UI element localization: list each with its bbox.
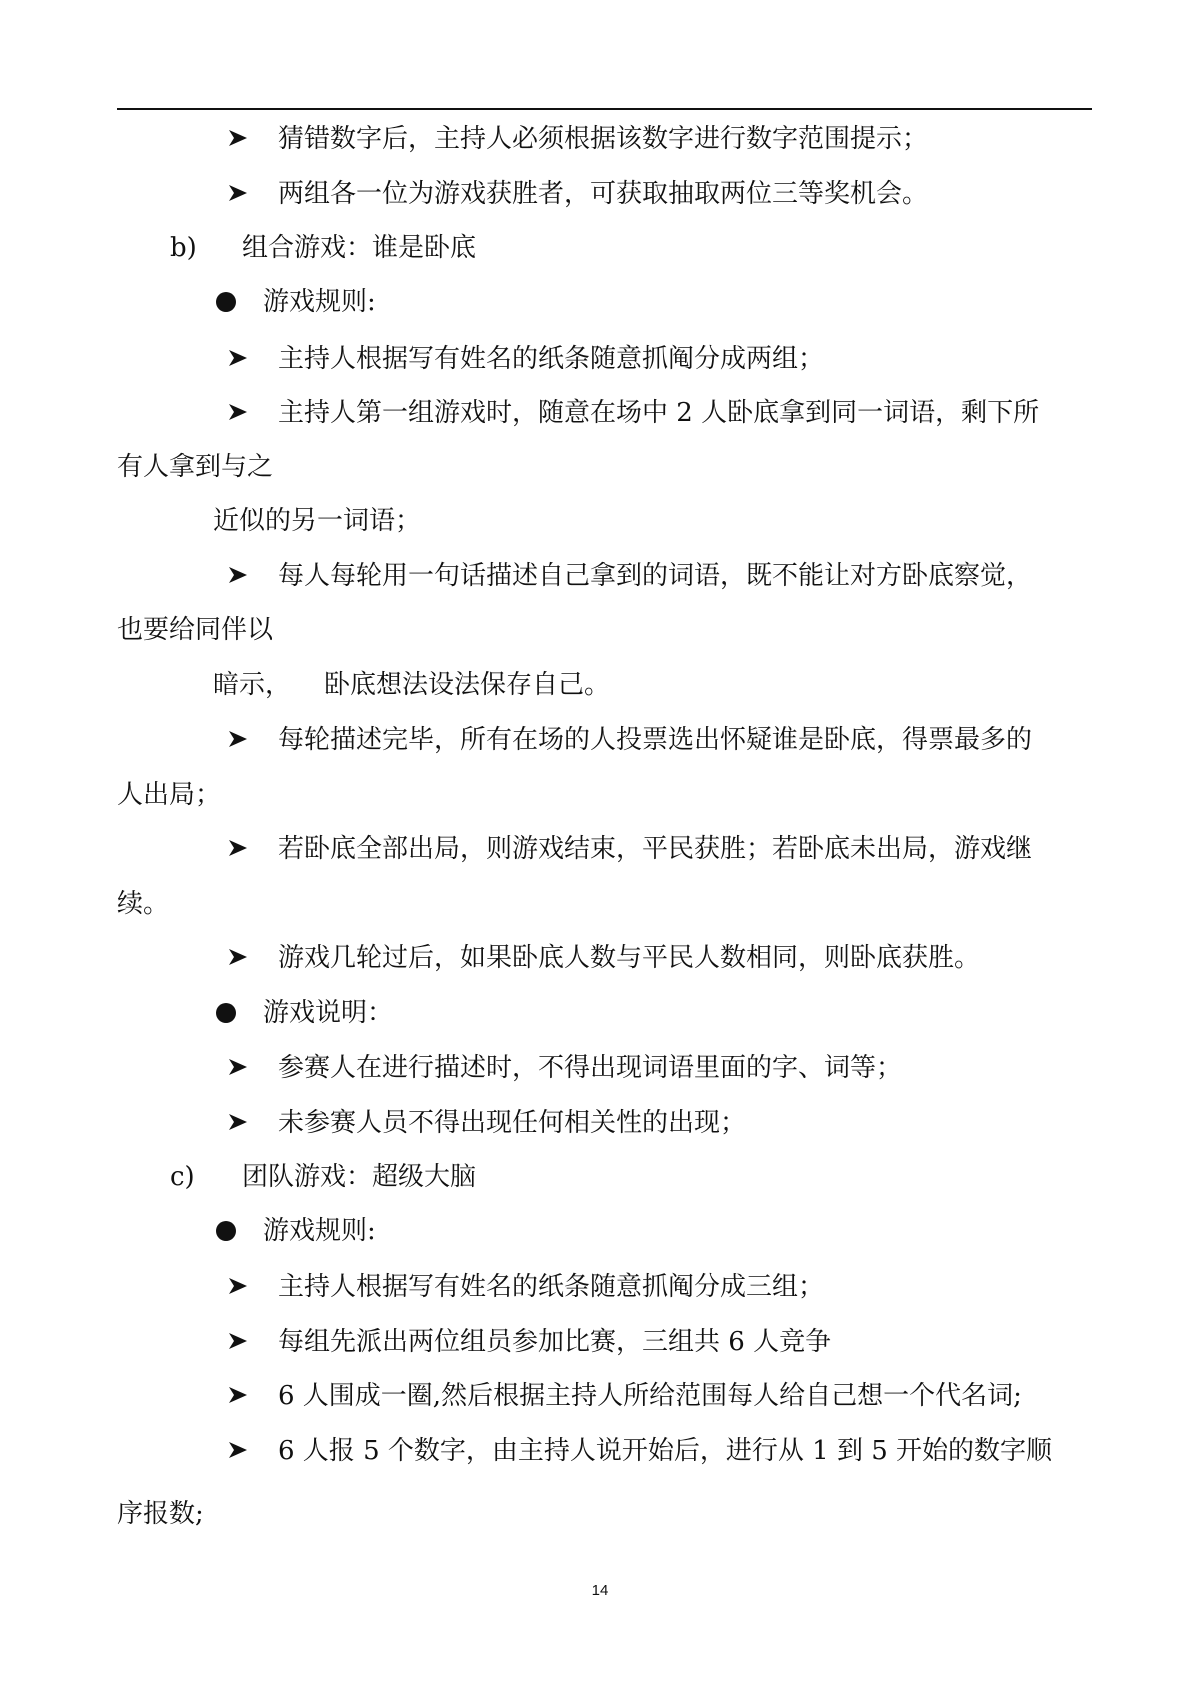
section-marker: b) xyxy=(170,233,197,263)
section-title: 组合游戏：谁是卧底 xyxy=(242,233,477,263)
paragraph-line: 游戏几轮过后，如果卧底人数与平民人数相同，则卧底获胜。 xyxy=(278,943,981,973)
paragraph-line: 每人每轮用一句话描述自己拿到的词语，既不能让对方卧底察觉， xyxy=(278,561,1033,591)
header-rule xyxy=(117,108,1092,110)
paragraph-line: 猜错数字后，主持人必须根据该数字进行数字范围提示； xyxy=(278,124,929,154)
paragraph-line: 未参赛人员不得出现任何相关性的出现； xyxy=(278,1108,747,1138)
arrow-bullet-icon xyxy=(227,127,255,157)
section-marker: c) xyxy=(170,1162,195,1192)
arrow-bullet-icon xyxy=(227,1056,255,1086)
arrow-bullet-icon xyxy=(227,1439,255,1469)
paragraph-line: 序报数; xyxy=(117,1499,204,1529)
arrow-bullet-icon xyxy=(227,564,255,594)
section-title: 团队游戏：超级大脑 xyxy=(242,1162,477,1192)
page-number: 14 xyxy=(591,1582,609,1599)
bullet-dot-icon xyxy=(216,292,236,312)
subheading: 游戏规则: xyxy=(263,1216,376,1246)
paragraph-line: 暗示， 卧底想法设法保存自己。 xyxy=(213,670,611,700)
arrow-bullet-icon xyxy=(227,347,255,377)
arrow-bullet-icon xyxy=(227,401,255,431)
paragraph-line: 也要给同伴以 xyxy=(117,615,274,645)
bullet-dot-icon xyxy=(216,1221,236,1241)
arrow-bullet-icon xyxy=(227,837,255,867)
paragraph-line: 续。 xyxy=(117,889,170,919)
paragraph-line: 有人拿到与之 xyxy=(117,452,274,482)
arrow-bullet-icon xyxy=(227,1384,255,1414)
arrow-bullet-icon xyxy=(227,182,255,212)
paragraph-line: 每轮描述完毕，所有在场的人投票选出怀疑谁是卧底，得票最多的 xyxy=(278,725,1033,755)
subheading: 游戏规则: xyxy=(263,287,376,317)
paragraph-line: 若卧底全部出局，则游戏结束，平民获胜；若卧底未出局，游戏继 xyxy=(278,834,1033,864)
bullet-dot-icon xyxy=(216,1003,236,1023)
paragraph-line: 人出局； xyxy=(117,780,222,810)
paragraph-line: 参赛人在进行描述时，不得出现词语里面的字、词等； xyxy=(278,1053,903,1083)
paragraph-line: 两组各一位为游戏获胜者，可获取抽取两位三等奖机会。 xyxy=(278,179,929,209)
paragraph-line: 6 人报 5 个数字，由主持人说开始后，进行从 1 到 5 开始的数字顺 xyxy=(278,1436,1053,1466)
paragraph-line: 每组先派出两位组员参加比赛，三组共 6 人竞争 xyxy=(278,1327,832,1357)
paragraph-line: 主持人第一组游戏时，随意在场中 2 人卧底拿到同一词语，剩下所 xyxy=(278,398,1040,428)
paragraph-line: 近似的另一词语； xyxy=(213,506,422,536)
arrow-bullet-icon xyxy=(227,946,255,976)
paragraph-line: 主持人根据写有姓名的纸条随意抓阄分成两组； xyxy=(278,344,825,374)
paragraph-line: 6 人围成一圈,然后根据主持人所给范围每人给自己想一个代名词; xyxy=(278,1381,1022,1411)
arrow-bullet-icon xyxy=(227,1330,255,1360)
arrow-bullet-icon xyxy=(227,728,255,758)
arrow-bullet-icon xyxy=(227,1275,255,1305)
arrow-bullet-icon xyxy=(227,1111,255,1141)
subheading: 游戏说明： xyxy=(263,998,394,1028)
paragraph-line: 主持人根据写有姓名的纸条随意抓阄分成三组； xyxy=(278,1272,825,1302)
